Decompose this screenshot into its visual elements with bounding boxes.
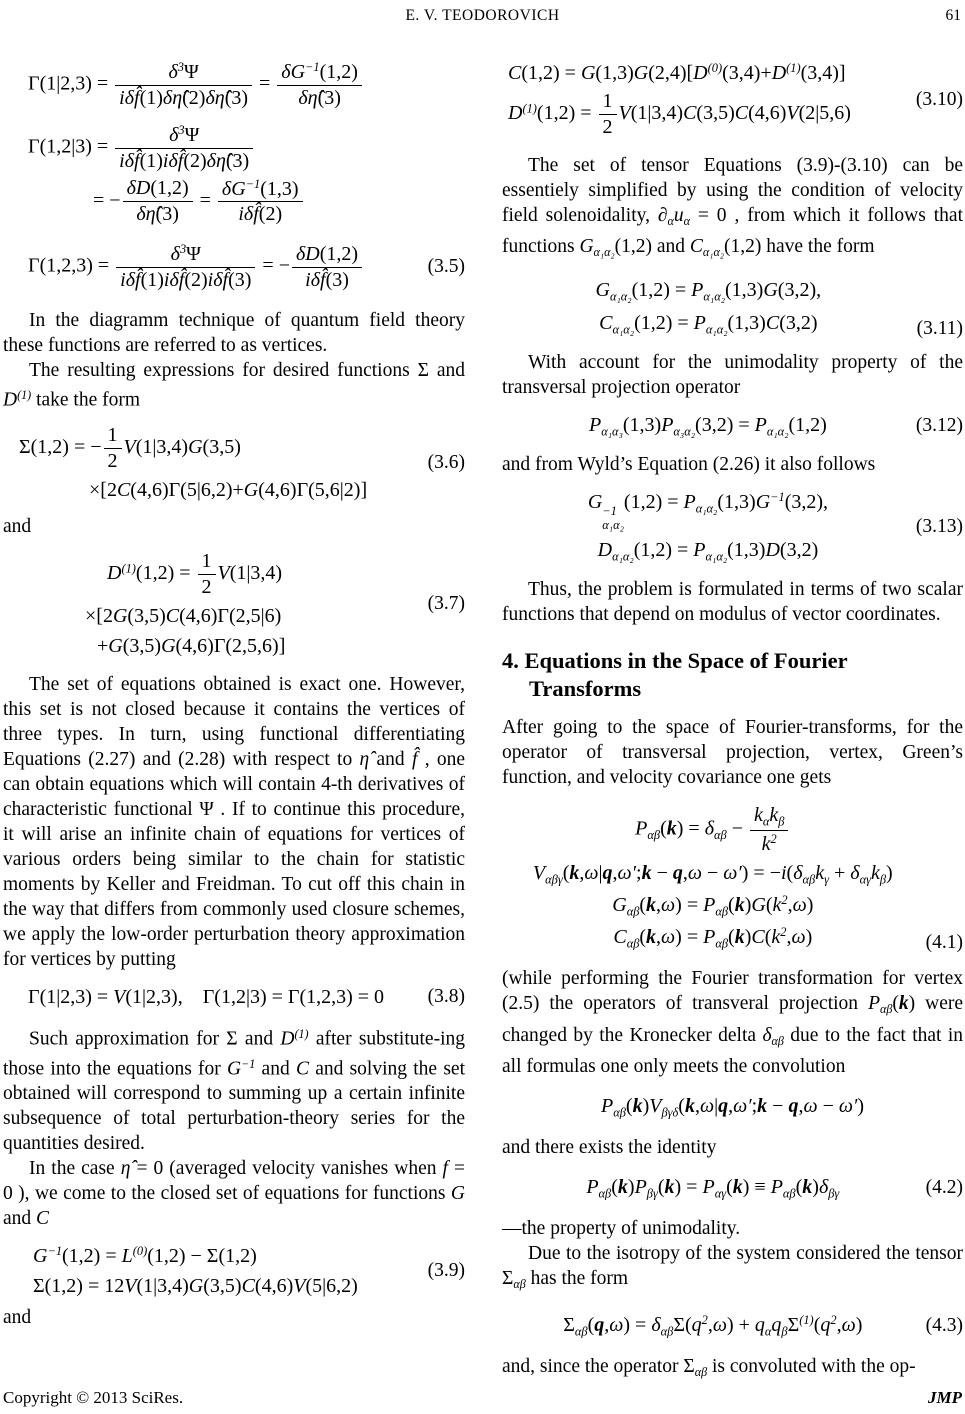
equation-line: ×[2G(3,5)C(4,6)Γ(2,5|6) <box>85 604 282 627</box>
equation-line: ×[2C(4,6)Γ(5|6,2)+G(4,6)Γ(5,6|2)] <box>89 478 368 501</box>
paragraph-isotropy: Due to the isotropy of the system considered the tensor $\Sigma_{\alpha\beta}$ has the form <box>502 1243 963 1292</box>
equation-line: Γ(1,2,3) = $\frac{\delta^3\Psi}{\text{iδf̂(1)iδf̂(2)iδf̂(3)}}$ = − $\frac{\delta D(1,2)}{\text{iδf̂(3)}}$ <box>28 240 364 294</box>
equation-line: Σ(1,2) = − $\frac{1}{2}$ V(1|3,4)G(3,5) <box>19 423 241 472</box>
right-column <box>502 52 963 1385</box>
equation-number: (4.2) <box>925 1177 963 1199</box>
equation-line: $P_{\alpha_1\alpha_3}(1,3)P_{\alpha_3\alpha_2}(3,2) = P_{\alpha_1\alpha_2}(1,2)$ <box>589 413 827 439</box>
paragraph-property: —the property of unimodality. <box>502 1218 741 1240</box>
equation-4-1 <box>502 802 963 955</box>
equation-number: (3.6) <box>427 452 465 474</box>
section-heading-line2: Transforms <box>529 675 642 701</box>
equation-line: $D^{(1)}(1,2)$ = $\frac{1}{2}$ V(1|3,4) <box>107 549 283 598</box>
equation-number: (3.5) <box>427 256 465 278</box>
equation-line: $G_{\alpha_1\alpha_2}(1,2) = P_{\alpha_1\alpha_2}(1,3)G(3,2)$, <box>595 279 822 304</box>
section-heading-line1: 4. Equations in the Space of Fourier <box>502 647 848 673</box>
equation-gamma-12-3 <box>3 121 465 229</box>
equation-3-6 <box>3 422 465 505</box>
paragraph-unimodality: With account for the unimodality property of the transversal projection operator <box>502 351 963 398</box>
equation-3-7 <box>3 548 465 661</box>
equation-number: (3.9) <box>427 1260 465 1282</box>
equation-number: (4.3) <box>925 1314 963 1336</box>
equation-line: Σ(1,2) = 12V(1|3,4)G(3,5)C(4,6)V(5|6,2) <box>33 1275 358 1298</box>
section-heading <box>502 647 963 703</box>
paragraph-while-performing: (while performing the Fourier transformation for vertex (2.5) the operators of transveral projection $P_{\alpha\beta}(k)$ were changed by the Kronecker delta $\delta_{\alpha\beta}$ due to the fact that in all formulas one only meets the convolution <box>502 968 964 1077</box>
equation-3-11 <box>502 275 963 339</box>
equation-3-10 <box>502 58 963 141</box>
equation-line: Γ(1|2,3) = V(1|2,3), Γ(1,2|3) = Γ(1,2,3) = 0 <box>28 985 385 1008</box>
paragraph-thus: Thus, the problem is formulated in terms of two scalar functions that depend on modulus of vector coordinates. <box>502 578 963 625</box>
equation-line: Γ(1,2|3) = $\frac{\delta^3\Psi}{\text{iδf̂(1)iδf̂(2)δη̂(3)}}$ <box>28 121 255 175</box>
footer-copyright: Copyright © 2013 SciRes. <box>3 1388 184 1407</box>
paragraph-wyld: and from Wyld’s Equation (2.26) it also follows <box>502 454 876 476</box>
equation-line: +G(3,5)G(4,6)Γ(2,5,6)] <box>97 634 286 657</box>
paragraph-since-operator: and, since the operator $\Sigma_{\alpha\beta}$ is convoluted with the op- <box>502 1355 916 1379</box>
equation-gamma-1-23 <box>3 58 465 112</box>
equation-4-3 <box>502 1310 963 1342</box>
equation-line: $C_{\alpha\beta}(k,\omega) = P_{\alpha\beta}(k)C(k^2,\omega)$ <box>613 925 813 951</box>
equation-line: $\Sigma_{\alpha\beta}(q,\omega) = \delta_{\alpha\beta}\Sigma(q^2,\omega) + q_\alpha q_\beta\Sigma^{(1)}(q^2,\omega)$ <box>563 1312 863 1338</box>
equation-convolution <box>502 1091 963 1123</box>
paragraph-such-approximation: Such approximation for Σ and $D^{(1)}$ after substitute-ing those into the equations for $G^{-1}$ and C and solving the set obtained will correspond to summing up a certain infinite subsequence of total perturbation-theory series for the quantities desired. <box>3 1026 466 1155</box>
equation-3-8 <box>3 982 465 1012</box>
equation-line: = − $\frac{\delta D(1,2)}{\delta\etâ(3)}$ = $\frac{\delta G^{-1}(1,3)}{\text{iδf̂(2)}}$ <box>93 175 305 229</box>
equation-number: (4.1) <box>925 932 963 954</box>
equation-line: $V_{\alpha\beta\gamma}(k,\omega|q,\omega';k - q,\omega - \omega') = -i(\delta_{\alpha\beta}k_\gamma + \delta_{\alpha\gamma}k_\beta)$ <box>532 861 893 887</box>
equation-3-13 <box>502 487 963 567</box>
paragraph-and: and <box>3 515 32 537</box>
equation-3-12 <box>502 410 963 442</box>
equation-line: G −1 α₁α₂ $(1,2) = P_{\alpha_1\alpha_2}(1,3)G^{-1}(3,2)$, <box>587 490 829 532</box>
equation-4-2 <box>502 1172 963 1204</box>
equation-3-9 <box>3 1241 465 1301</box>
equation-line: $P_{\alpha\beta}(k)P_{\beta\gamma}(k) = P_{\alpha\gamma}(k) \equiv P_{\alpha\beta}(k)\delta_{\beta\gamma}$ <box>586 1176 840 1201</box>
page-number: 61 <box>945 7 961 24</box>
equation-line: $G^{-1}(1,2) = L^{(0)}(1,2) - \Sigma(1,2)$ <box>33 1244 257 1268</box>
paragraph-identity: and there exists the identity <box>502 1137 717 1159</box>
equation-number: (3.8) <box>427 985 465 1007</box>
paragraph-in-the-case: In the case η̂ = 0 (averaged velocity vanishes when f = 0 ), we come to the closed set of equations for functions G and C <box>3 1158 466 1230</box>
equation-line: $D_{\alpha_1\alpha_2}(1,2) = P_{\alpha_1\alpha_2}(1,3)D(3,2)$ <box>597 538 819 563</box>
equation-line: $C_{\alpha_1\alpha_2}(1,2) = P_{\alpha_1\alpha_2}(1,3)C(3,2)$ <box>599 311 818 336</box>
paragraph-vertices: In the diagramm technique of quantum field theory these functions are referred to as vertices. <box>3 310 465 357</box>
equation-number: (3.10) <box>915 88 963 110</box>
left-column <box>3 52 465 1330</box>
equation-number: (3.13) <box>915 515 963 537</box>
paragraph-and: and <box>3 1307 32 1329</box>
equation-number: (3.7) <box>427 593 465 615</box>
equation-line: $D^{(1)}(1,2)$ = $\frac{1}{2}$ V(1|3,4)C(3,5)C(4,6)V(2|5,6) <box>508 90 851 138</box>
equation-line: $P_{\alpha\beta}(k)V_{\beta\gamma\delta}(k,\omega|q,\omega';k - q,\omega - \omega')$ <box>600 1094 865 1120</box>
equation-line: $G_{\alpha\beta}(k,\omega) = P_{\alpha\beta}(k)G(k^2,\omega)$ <box>612 893 814 919</box>
paragraph-tensor-equations: The set of tensor Equations (3.9)-(3.10) can be essentiely simplified by using the condition of velocity field solenoidality, $\partial_\alpha u_\alpha = 0$ , from which it follows that functions $G_{\alpha_1\alpha_2}(1,2)$ and $C_{\alpha_1\alpha_2}(1,2)$ have the form <box>502 155 963 260</box>
equation-number: (3.11) <box>916 317 963 339</box>
running-head-author: E. V. TEODOROVICH <box>405 7 560 24</box>
footer-journal: JMP <box>928 1388 962 1407</box>
equation-3-5 <box>3 240 465 294</box>
equation-line: $P_{\alpha\beta}(k) = \delta_{\alpha\beta}$ − $\frac{k_\alpha k_\beta}{k^2}$ <box>635 802 790 858</box>
equation-number: (3.12) <box>915 414 963 436</box>
paragraph-exact-set: The set of equations obtained is exact one. However, this set is not closed because it contains the vertices of three types. In turn, using functional differentiating Equations (2.27) and (2.28) with respect to η̂ and f̂ , one can obtain equations which will contain 4-th derivatives of characteristic functional Ψ . If to continue this procedure, it will arise an infinite chain of equations for vertices of various orders being similar to the chain for statistic moments by Keller and Freidman. To cut off this chain in the way that differs from commonly used closure schemes, we apply the low-order perturbation theory approximation for vertices by putting <box>3 673 466 970</box>
paragraph-after-going: After going to the space of Fourier-transforms, for the operator of transversal projection, vertex, Green’s function, and velocity covariance one gets <box>502 716 963 788</box>
equation-line: $C(1,2) = G(1,3)G(2,4)[D^{(0)}(3,4)+D^{(1)}(3,4)]$ <box>508 61 846 84</box>
equation-line: Γ(1|2,3) = $\frac{\delta^3\Psi}{\text{iδf̂(1)δη̂(2)δη̂(3)}}$ = $\frac{\delta G^{-1}(1,2)}{\delta\etâ(3)}$ <box>28 58 364 112</box>
paragraph-resulting: The resulting expressions for desired functions Σ and $D^{(1)}$ take the form <box>3 360 465 411</box>
